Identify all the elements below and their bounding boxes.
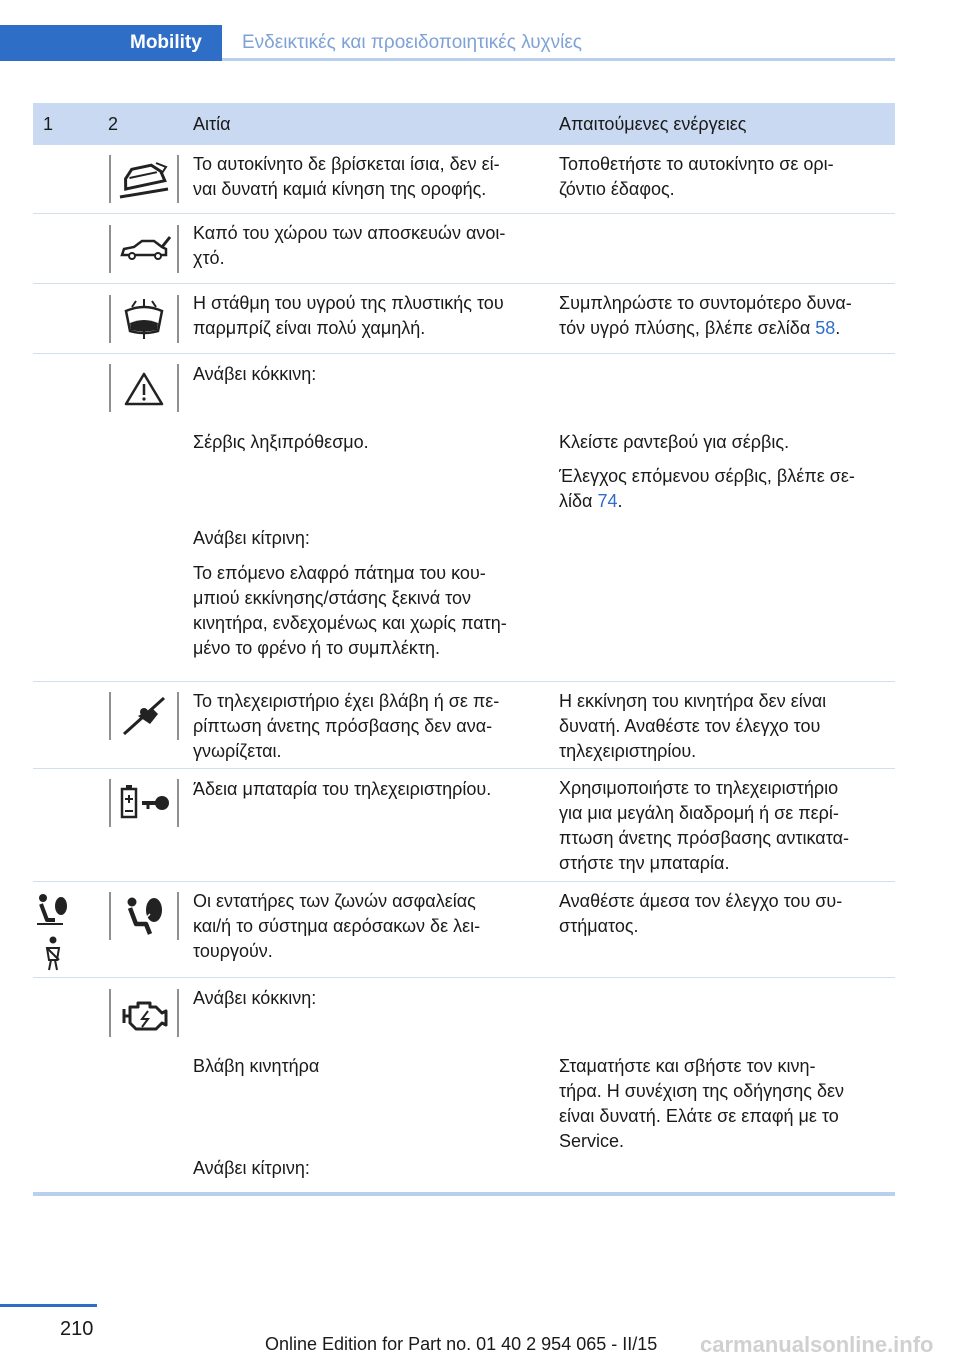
action-text: Έλεγχος επόμενου σέρβις, βλέπε σε- [559, 466, 855, 486]
action-cell [559, 776, 895, 876]
action-text: δυνατή. Αναθέστε τον έλεγχο του [559, 716, 821, 736]
cause-text: ναι δυνατή καμιά κίνηση της οροφής. [193, 179, 487, 199]
chapter-title[interactable]: Ενδεικτικές και προειδοποιητικές λυχνίες [242, 32, 582, 53]
action-text: Αναθέστε άμεσα τον έλεγχο του συ- [559, 891, 843, 911]
cause-text: Το τηλεχειριστήριο έχει βλάβη ή σε πε- [193, 691, 500, 711]
action-text: στήματος. [559, 916, 639, 936]
col-header-1: 1 [43, 114, 54, 134]
cause-text: και/ή το σύστημα αερόσακων δε λει- [193, 916, 481, 936]
edition-footer: Online Edition for Part no. 01 40 2 954 065 - II/15 [265, 1334, 658, 1354]
washer-fluid-icon [108, 293, 180, 345]
header-underline [222, 58, 895, 61]
cause-text: Καπό του χώρου των αποσκευών ανοι- [193, 223, 506, 243]
cause-cell [193, 889, 543, 964]
action-text: τήρα. Η συνέχιση της οδήγησης δεν [559, 1081, 845, 1101]
action-text: Τοποθετήστε το αυτοκίνητο σε ορι- [559, 154, 834, 174]
cause-cell [193, 689, 543, 764]
action-text: είναι δυνατή. Ελάτε σε επαφή με το [559, 1106, 839, 1126]
action-text: πτωση άνετης πρόσβασης αντικατα- [559, 828, 849, 848]
cause-cell [193, 561, 543, 661]
action-text-suffix: . [617, 491, 623, 511]
table-row [33, 284, 895, 354]
cause-text: κινητήρα, ενδεχομένως και χωρίς πατη- [193, 613, 507, 633]
yellow-label: Ανάβει κίτρινη: [193, 528, 310, 548]
cause-text: Η στάθμη του υγρού της πλυστικής του [193, 293, 504, 313]
cause-text: ρίπτωση άνετης πρόσβασης δεν ανα- [193, 716, 493, 736]
action-text [559, 316, 895, 341]
action-cell [559, 689, 895, 764]
action-text: ζόντιο έδαφος. [559, 179, 675, 199]
page-link[interactable]: 58 [815, 318, 836, 338]
page-link[interactable]: 74 [597, 491, 618, 511]
action-cell [559, 1054, 895, 1154]
action-text: Σταματήστε και σβήστε τον κινη- [559, 1056, 816, 1076]
cause-text: Άδεια μπαταρία του τηλεχειριστηρίου. [193, 779, 492, 799]
table-row [33, 354, 895, 682]
action-text [559, 489, 895, 514]
action-text: Χρησιμοποιήστε το τηλεχειριστήριο [559, 778, 839, 798]
cause-text: Το αυτοκίνητο δε βρίσκεται ίσια, δεν εί- [193, 154, 500, 174]
cause-cell [193, 152, 543, 202]
cause-cell [193, 291, 543, 341]
action-text: Συμπληρώστε το συντομότερο δυνα- [559, 293, 852, 313]
watermark: carmanualsonline.info [700, 1332, 934, 1357]
action-text: τηλεχειριστηρίου. [559, 741, 697, 761]
page-number-rule [0, 1304, 97, 1307]
cause-cell [193, 777, 543, 802]
indicator-table [33, 103, 895, 1200]
col-header-cause: Αιτία [193, 114, 231, 134]
warning-triangle-icon [108, 362, 180, 414]
table-header-row [33, 103, 895, 145]
cause-text: τουργούν. [193, 941, 273, 961]
yellow-label: Ανάβει κίτρινη: [193, 1158, 310, 1178]
cause-cell [193, 221, 543, 271]
action-text: στήστε την μπαταρία. [559, 853, 730, 873]
remote-key-fault-icon [108, 690, 180, 742]
cause-text: Οι εντατήρες των ζωνών ασφαλείας [193, 891, 476, 911]
cause-text: παρμπρίζ είναι πολύ χαμηλή. [193, 318, 426, 338]
engine-check-icon [108, 987, 180, 1039]
table-row [33, 145, 895, 214]
table-row [33, 214, 895, 284]
key-battery-icon [108, 777, 180, 829]
vehicle-tilt-icon [108, 153, 180, 205]
table-bottom-border [33, 1192, 895, 1196]
action-text-prefix: τόν υγρό πλύσης, βλέπε σελίδα [559, 318, 816, 338]
action-text: Service. [559, 1131, 625, 1151]
action-text: για μια μεγάλη διαδρομή ή σε περί- [559, 803, 839, 823]
airbag-icon [108, 890, 180, 942]
cause-text: Σέρβις ληξιπρόθεσμο. [193, 432, 369, 452]
action-text: Κλείστε ραντεβού για σέρβις. [559, 432, 790, 452]
cause-text: Το επόμενο ελαφρό πάτημα του κου- [193, 563, 486, 583]
cause-text: Βλάβη κινητήρα [193, 1056, 320, 1076]
red-label: Ανάβει κόκκινη: [193, 364, 317, 384]
action-text: Η εκκίνηση του κινητήρα δεν είναι [559, 691, 827, 711]
section-label[interactable]: Mobility [130, 32, 202, 53]
col-header-2: 2 [108, 114, 119, 134]
table-row [33, 682, 895, 769]
table-row [33, 978, 895, 1200]
action-cell [559, 152, 895, 202]
table-row [33, 882, 895, 978]
action-text-suffix: . [835, 318, 841, 338]
trunk-open-icon [108, 223, 180, 275]
cause-text: μπιού εκκίνησης/στάσης ξεκινά τον [193, 588, 471, 608]
action-cell [559, 464, 895, 514]
cause-text: μένο το φρένο ή το συμπλέκτη. [193, 638, 440, 658]
cause-text: χτό. [193, 248, 225, 268]
page-header [0, 25, 960, 61]
page-number: 210 [60, 1318, 94, 1340]
cause-text: γνωρίζεται. [193, 741, 282, 761]
col-header-action: Απαιτούμενες ενέργειες [559, 114, 747, 134]
red-label: Ανάβει κόκκινη: [193, 988, 317, 1008]
action-cell [559, 291, 895, 341]
action-cell [559, 889, 895, 939]
table-row [33, 769, 895, 882]
action-text-prefix: λίδα [559, 491, 598, 511]
airbag-icon [33, 890, 73, 972]
